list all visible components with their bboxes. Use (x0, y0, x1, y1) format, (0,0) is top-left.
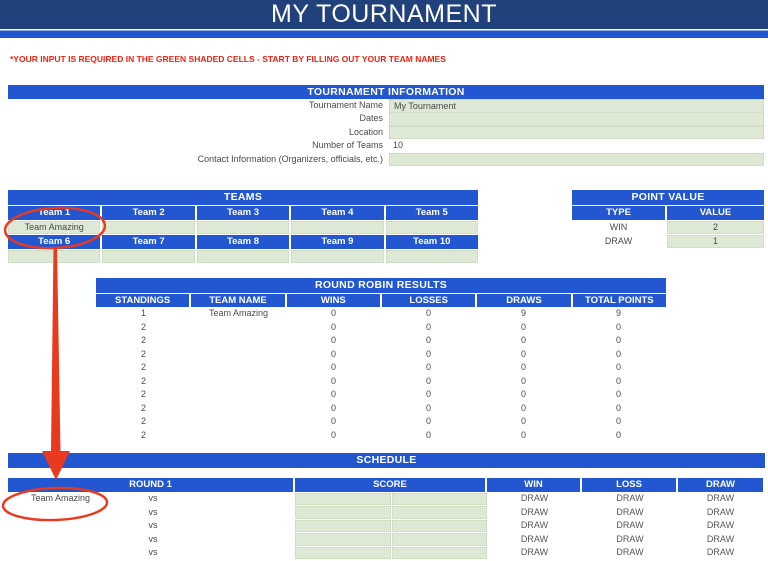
round-robin-cell (191, 321, 286, 335)
info-row (8, 126, 764, 139)
round-robin-cell: 0 (520, 416, 526, 426)
round-robin-cell: 0 (615, 402, 621, 413)
schedule-column-header: DRAW (678, 478, 763, 492)
round-robin-cell: 0 (330, 429, 336, 440)
round-robin-row (96, 388, 666, 402)
info-label: Dates (359, 113, 383, 124)
schedule-columns (8, 478, 765, 492)
round-robin-cell (191, 415, 286, 429)
round-robin-cell: 0 (425, 321, 431, 332)
banner-accent-stripe (0, 30, 768, 38)
schedule-team1-cell[interactable] (8, 506, 113, 520)
score-input-cell[interactable] (392, 547, 488, 560)
round-robin-cell: 0 (425, 308, 431, 318)
round-robin-cell: 0 (425, 335, 431, 345)
schedule-score (295, 533, 487, 547)
round-robin-cell: 0 (615, 335, 621, 345)
round-robin-columns (96, 294, 666, 307)
vs-label: vs (148, 506, 158, 517)
score-input-cell[interactable] (295, 547, 391, 560)
round-robin-cell: 0 (330, 321, 336, 332)
round-robin-cell: 0 (615, 348, 621, 359)
team-name-cell[interactable] (386, 250, 478, 263)
schedule-column-header: WIN (487, 478, 580, 492)
round-robin-row (96, 429, 666, 443)
teams-section (8, 190, 478, 263)
win-result-cell: DRAW (520, 520, 549, 531)
info-row (8, 99, 764, 112)
score-input-cell[interactable] (295, 506, 391, 519)
team-header-row (8, 206, 478, 220)
round-robin-cell: 2 (140, 429, 146, 440)
round-robin-cell: 0 (520, 321, 526, 332)
round-robin-cell: 0 (520, 335, 526, 345)
round-robin-header: ROUND ROBIN RESULTS (96, 278, 666, 293)
schedule-row (8, 519, 765, 533)
round-robin-cell: 2 (140, 321, 146, 332)
draw-result-cell: DRAW (706, 506, 735, 517)
info-label: Tournament Name (308, 100, 383, 110)
schedule-team2-cell[interactable] (193, 492, 295, 506)
round-robin-cell: 2 (140, 375, 146, 386)
round-robin-cell: 9 (615, 308, 621, 318)
page-title: MY TOURNAMENT (271, 0, 497, 28)
input-instruction-text: *YOUR INPUT IS REQUIRED IN THE GREEN SHADED CELLS - START BY FILLING OUT YOUR TEAM NAMES (10, 54, 446, 64)
draw-result-cell: DRAW (706, 493, 735, 503)
round-robin-cell (191, 402, 286, 416)
round-robin-row (96, 415, 666, 429)
info-value-cell[interactable] (389, 126, 764, 139)
round-robin-row (96, 321, 666, 335)
round-robin-cell: 0 (330, 402, 336, 413)
point-value-columns (572, 206, 764, 220)
schedule-rows (8, 492, 765, 560)
point-value-column-header: TYPE (572, 206, 665, 220)
round-robin-cell: 0 (330, 362, 336, 372)
schedule-row (8, 533, 765, 547)
round-robin-cell: 0 (520, 362, 526, 372)
round-robin-cell: 0 (615, 375, 621, 386)
round-robin-cell (191, 375, 286, 389)
round-robin-cell: Team Amazing (208, 308, 269, 318)
point-value-column-header: VALUE (667, 206, 764, 220)
score-input-cell[interactable] (392, 506, 488, 519)
round-robin-cell: 0 (520, 389, 526, 399)
score-input-cell[interactable] (392, 533, 488, 546)
score-input-cell[interactable] (295, 493, 391, 506)
round-robin-column-header: TOTAL POINTS (573, 294, 666, 307)
round-robin-column-header: WINS (287, 294, 380, 307)
win-result-cell: DRAW (520, 533, 549, 544)
round-robin-cell: 0 (615, 416, 621, 426)
round-robin-cell: 0 (425, 402, 431, 413)
team-header-cell: Team 7 (102, 235, 194, 249)
round-robin-cell: 0 (425, 362, 431, 372)
vs-label: vs (148, 493, 158, 503)
schedule-matchup (8, 533, 295, 547)
round-robin-cell: 0 (520, 375, 526, 386)
round-robin-row (96, 361, 666, 375)
round-robin-cell: 1 (140, 308, 146, 318)
team-header-cell: Team 2 (102, 206, 194, 220)
win-result-cell: DRAW (520, 493, 549, 503)
team-name-cell[interactable] (197, 221, 289, 234)
schedule-score (295, 506, 487, 520)
schedule-team2-cell[interactable] (193, 533, 295, 547)
team-header-cell: Team 9 (291, 235, 383, 249)
schedule-column-header: ROUND 1 (8, 478, 293, 492)
info-value-cell[interactable] (389, 112, 764, 125)
schedule-score (295, 519, 487, 533)
point-value-row (572, 235, 764, 248)
schedule-team2-cell[interactable] (193, 546, 295, 560)
round-robin-column-header: STANDINGS (96, 294, 189, 307)
loss-result-cell: DRAW (616, 493, 644, 503)
info-row (8, 153, 764, 166)
round-robin-column-header: DRAWS (477, 294, 570, 307)
schedule-row (8, 506, 765, 520)
arrow-shaft (51, 247, 61, 452)
score-input-cell[interactable] (392, 520, 488, 533)
team-header-row (8, 235, 478, 249)
vs-label: vs (148, 533, 158, 544)
round-robin-cell: 9 (520, 308, 526, 318)
point-value-cell[interactable]: 2 (667, 221, 764, 234)
tournament-info-rows (8, 99, 764, 166)
loss-result-cell: DRAW (616, 547, 644, 558)
info-value-cell[interactable]: My Tournament (389, 99, 764, 113)
point-value-rows (572, 221, 764, 248)
schedule-score (295, 492, 487, 506)
tournament-info-header: TOURNAMENT INFORMATION (8, 85, 764, 99)
round-robin-cell: 0 (330, 416, 336, 426)
score-input-cell[interactable] (392, 493, 488, 506)
round-robin-cell: 2 (140, 362, 146, 372)
team-header-cell: Team 5 (386, 206, 478, 220)
round-robin-column-header: TEAM NAME (191, 294, 284, 307)
team-name-cell[interactable] (386, 221, 478, 234)
draw-result-cell: DRAW (706, 547, 735, 558)
round-robin-cell (191, 429, 286, 443)
point-type-cell: WIN (609, 222, 628, 232)
round-robin-cell: 2 (140, 335, 146, 345)
info-value-cell[interactable] (389, 153, 764, 166)
schedule-team2-cell[interactable] (193, 519, 295, 533)
round-robin-cell (191, 388, 286, 402)
schedule-team1-cell[interactable] (8, 519, 113, 533)
round-robin-cell: 0 (615, 429, 621, 440)
info-label: Contact Information (Organizers, officials, etc.) (197, 153, 383, 164)
team-header-cell: Team 10 (386, 235, 478, 249)
schedule-matchup (8, 519, 295, 533)
schedule-section (8, 453, 765, 560)
round-robin-cell: 2 (140, 402, 146, 413)
round-robin-cell: 0 (520, 348, 526, 359)
round-robin-cell: 2 (140, 348, 146, 359)
team-name-row (8, 221, 478, 234)
schedule-team2-cell[interactable] (193, 506, 295, 520)
team-name-row (8, 250, 478, 263)
draw-result-cell: DRAW (706, 533, 735, 544)
round-robin-cell (191, 348, 286, 362)
round-robin-cell: 0 (330, 308, 336, 318)
round-robin-cell: 0 (425, 389, 431, 399)
round-robin-row (96, 334, 666, 348)
round-robin-cell: 0 (425, 416, 431, 426)
team-name-cell[interactable] (102, 221, 194, 234)
schedule-team1-cell[interactable]: Team Amazing (30, 493, 91, 503)
round-robin-cell: 0 (615, 321, 621, 332)
round-robin-cell: 0 (330, 389, 336, 399)
loss-result-cell: DRAW (616, 506, 644, 517)
loss-result-cell: DRAW (616, 520, 644, 531)
round-robin-cell (191, 361, 286, 375)
schedule-team1-cell[interactable] (8, 546, 113, 560)
info-row (8, 112, 764, 125)
round-robin-cell: 0 (615, 389, 621, 399)
info-label: Number of Teams (312, 140, 383, 151)
score-input-cell[interactable] (295, 533, 391, 546)
team-header-cell: Team 4 (291, 206, 383, 220)
point-value-cell[interactable]: 1 (667, 235, 764, 248)
schedule-column-header: SCORE (295, 478, 485, 492)
round-robin-cell: 0 (425, 375, 431, 386)
round-robin-cell: 0 (330, 375, 336, 386)
round-robin-cell: 2 (140, 389, 146, 399)
score-input-cell[interactable] (295, 520, 391, 533)
round-robin-cell: 0 (330, 335, 336, 345)
round-robin-rows (96, 307, 666, 442)
team-name-cell[interactable] (8, 250, 100, 263)
schedule-header: SCHEDULE (8, 453, 765, 468)
win-result-cell: DRAW (520, 506, 549, 517)
schedule-matchup (8, 546, 295, 560)
team-header-cell: Team 8 (197, 235, 289, 249)
point-value-row (572, 221, 764, 234)
vs-label: vs (148, 520, 158, 531)
teams-grid (8, 206, 478, 263)
team-header-cell: Team 3 (197, 206, 289, 220)
team-name-cell[interactable] (291, 221, 383, 234)
team-name-cell[interactable]: Team Amazing (8, 221, 100, 234)
round-robin-row (96, 307, 666, 321)
schedule-row (8, 492, 765, 506)
info-label: Location (348, 126, 383, 137)
point-value-section (572, 190, 764, 248)
schedule-score (295, 546, 487, 560)
team-header-cell: Team 6 (8, 235, 100, 249)
win-result-cell: DRAW (520, 547, 549, 558)
round-robin-cell: 0 (425, 429, 431, 440)
loss-result-cell: DRAW (616, 533, 644, 544)
schedule-matchup (8, 492, 295, 506)
round-robin-row (96, 402, 666, 416)
round-robin-row (96, 375, 666, 389)
round-robin-row (96, 348, 666, 362)
round-robin-cell: 2 (140, 416, 146, 426)
team-header-cell: Team 1 (8, 206, 100, 220)
schedule-row (8, 546, 765, 560)
round-robin-cell: 0 (425, 348, 431, 359)
schedule-team1-cell[interactable] (8, 533, 113, 547)
teams-header: TEAMS (8, 190, 478, 205)
info-value-cell[interactable]: 10 (393, 140, 404, 151)
round-robin-cell: 0 (615, 362, 621, 372)
round-robin-cell (191, 334, 286, 348)
draw-result-cell: DRAW (706, 520, 735, 531)
point-value-header: POINT VALUE (572, 190, 764, 205)
schedule-matchup (8, 506, 295, 520)
team-name-cell[interactable] (102, 250, 194, 263)
round-robin-column-header: LOSSES (382, 294, 475, 307)
vs-label: vs (148, 547, 158, 558)
round-robin-cell: 0 (520, 402, 526, 413)
schedule-column-header: LOSS (582, 478, 676, 492)
tournament-info-section (8, 85, 764, 166)
round-robin-section (96, 278, 666, 442)
point-type-cell: DRAW (604, 236, 633, 246)
team-name-cell[interactable] (291, 250, 383, 263)
round-robin-cell: 0 (520, 429, 526, 440)
round-robin-cell: 0 (330, 348, 336, 359)
title-banner (0, 0, 768, 29)
team-name-cell[interactable] (197, 250, 289, 263)
info-row (8, 139, 764, 152)
